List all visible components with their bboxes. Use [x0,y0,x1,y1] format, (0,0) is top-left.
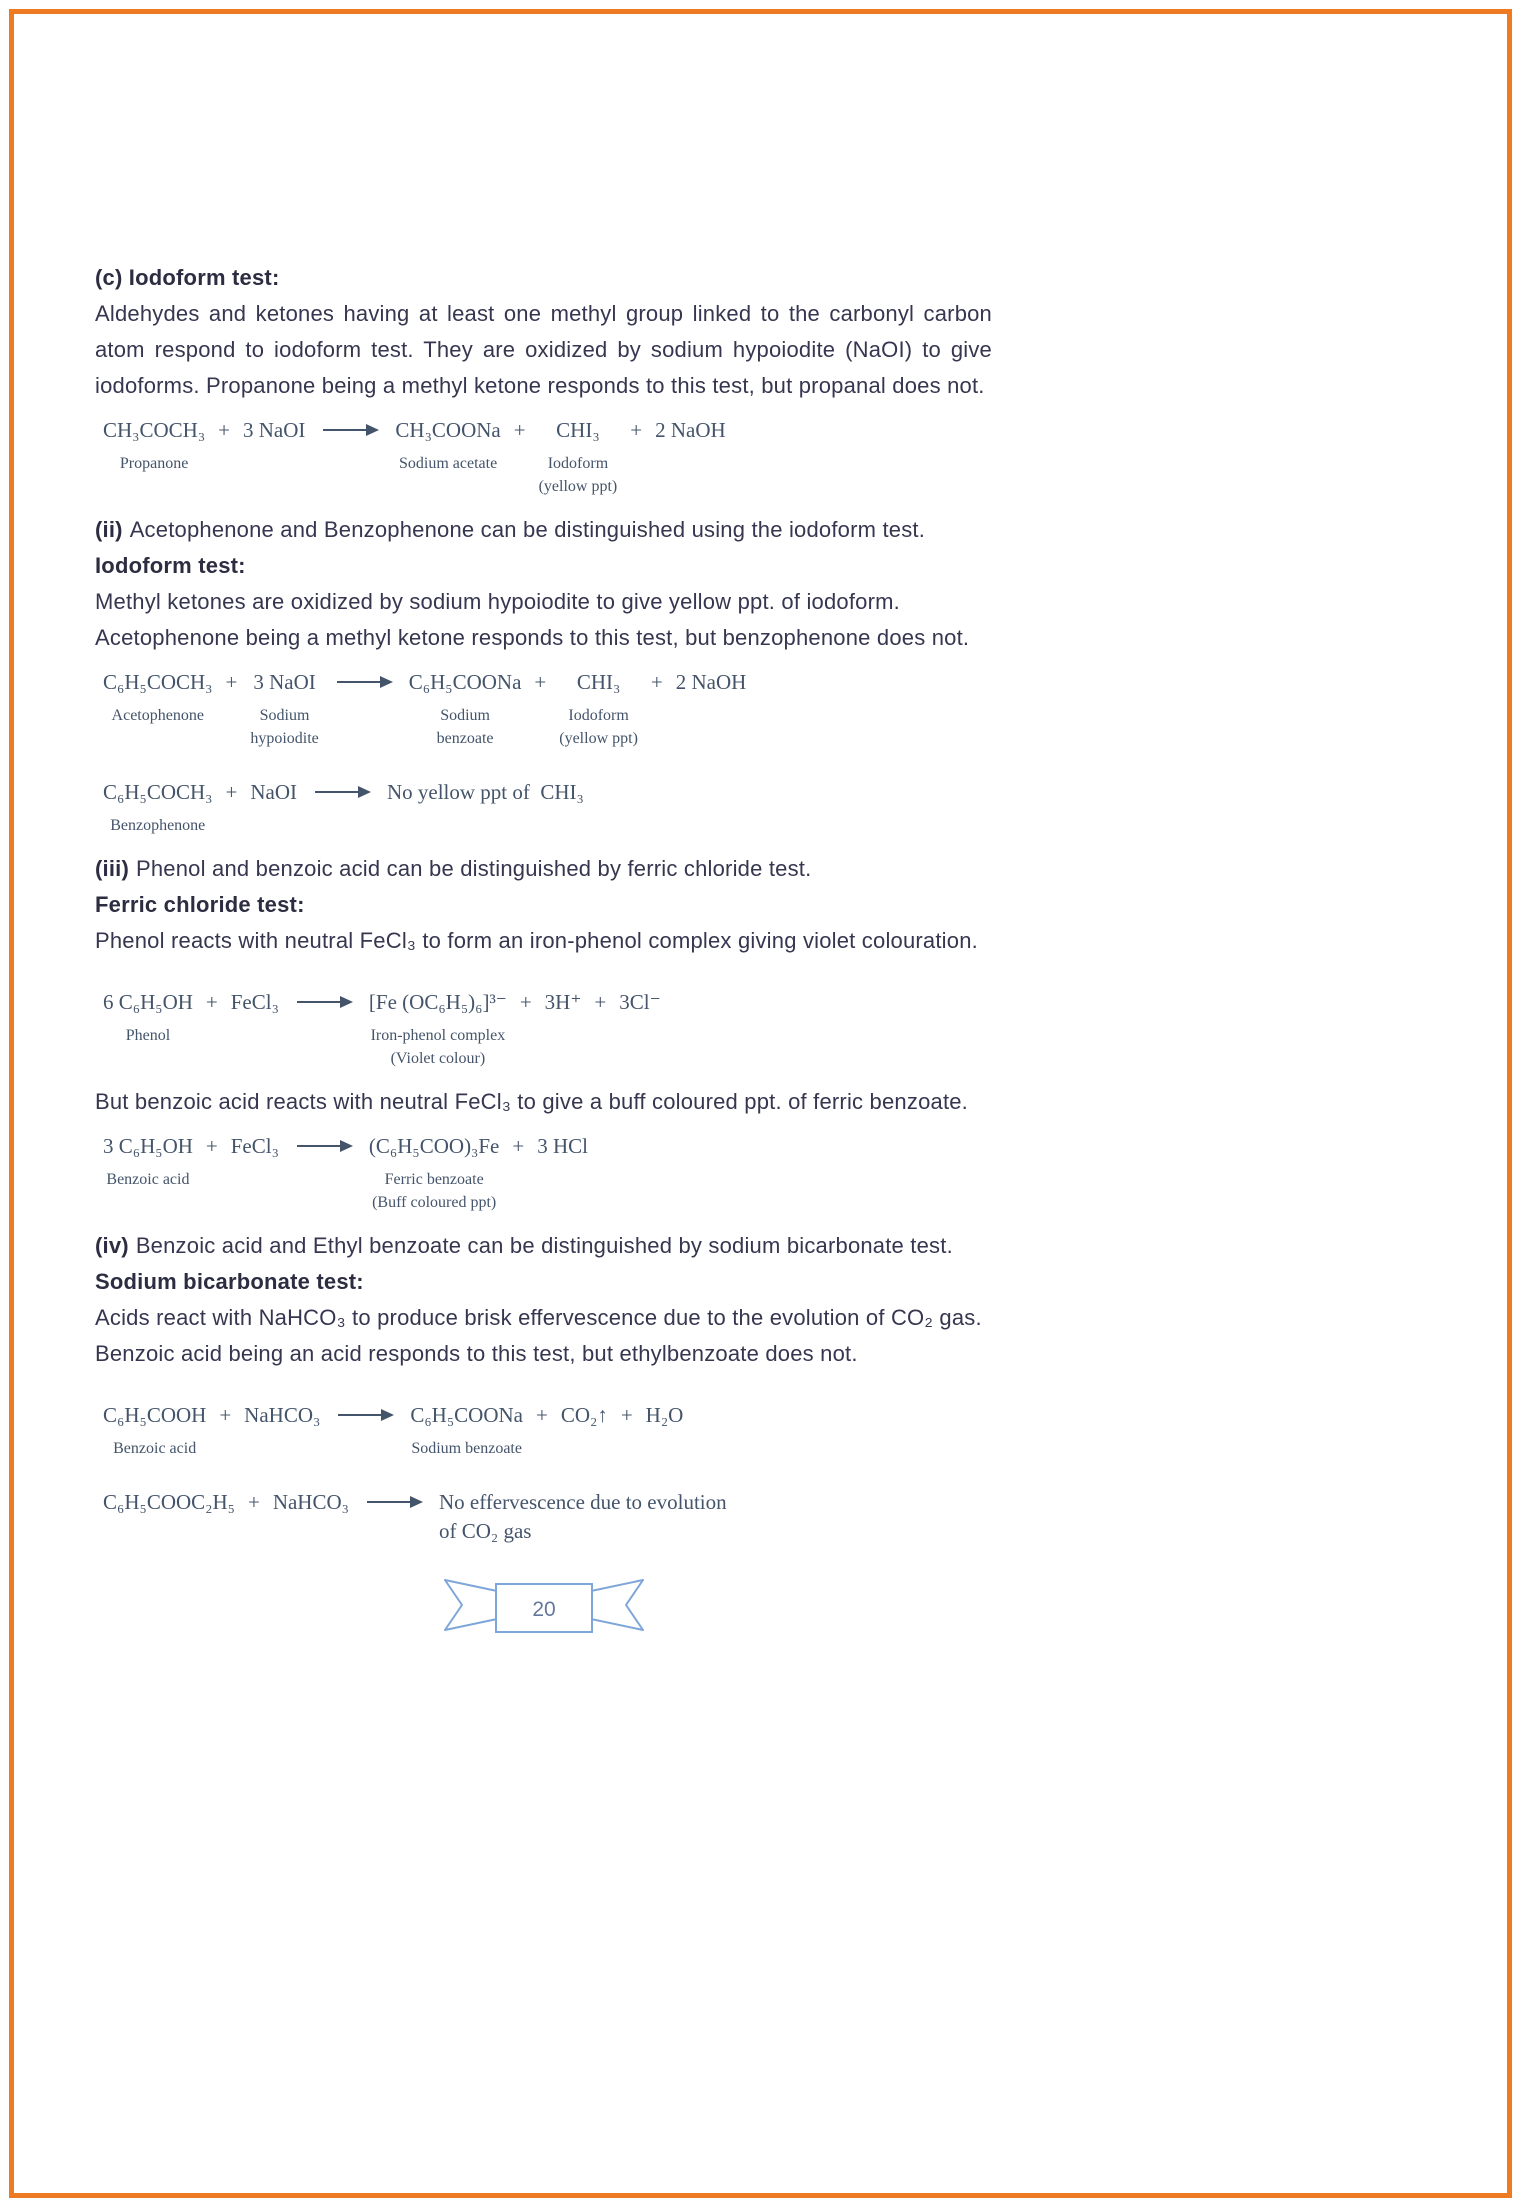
subpoint-ii-text: Acetophenone and Benzophenone can be distinguished using the iodoform test. [129,517,926,542]
equation-compound-label: Iodoform [568,707,629,724]
equation-term [206,989,218,1016]
equation-compound-label: (Violet colour) [390,1050,486,1067]
equation-formula: + [535,1403,548,1427]
equation-term [537,1133,588,1160]
equation-formula: FeCl₃ [230,990,279,1014]
equation-term [646,1402,684,1429]
equation-compound-label: Acetophenone [111,707,204,724]
equation-term [103,417,205,474]
equation-formula: + [534,670,547,694]
equation-formula: + [630,418,643,442]
equation-formula: CO₂↑ [560,1403,608,1427]
equation-term [103,989,193,1046]
equation-formula: + [519,990,532,1014]
equation-formula: + [620,1403,633,1427]
equation-benzoic-fecl3 [103,1133,992,1213]
equation-formula: C₆H₅COCH₃ [103,670,213,694]
equation-compound-label: Sodium [259,707,310,724]
right-arrow-icon [315,791,369,793]
equation-formula: + [594,990,607,1014]
equation-compound-label: Benzoic acid [106,1171,190,1188]
equation-compound-label: benzoate [436,730,494,747]
equation-formula: + [225,670,238,694]
equation-benzoic-nahco3 [103,1402,992,1459]
equation-term [225,779,237,806]
right-arrow-holder [333,1402,397,1429]
equation-term [512,1133,524,1160]
right-arrow-icon [297,1001,351,1003]
equation-formula: 3 NaOI [243,418,306,442]
equation-formula: CHI₃ [556,418,600,442]
right-arrow-holder [332,669,396,696]
reaction-arrow [292,1133,356,1160]
paragraph-acids-nahco3-1: Acids react with NaHCO₃ to produce brisk effervescence due to the evolution of CO₂ gas. [95,1305,982,1330]
equation-term [409,669,522,749]
equation-formula: NaHCO₃ [244,1403,321,1427]
equation-term [619,989,660,1016]
subpoint-iii-number: (iii) [95,856,129,881]
page-content [95,260,992,1640]
equation-compound-label: Sodium acetate [398,455,498,472]
page-number-ribbon [441,1574,647,1640]
equation-compound-label: Benzophenone [110,817,206,834]
equation-formula: (C₆H₅COO)₃Fe [368,1134,500,1158]
equation-formula: No effervescence due to evolution [438,1490,727,1514]
reaction-arrow [292,989,356,1016]
equation-term [231,989,279,1016]
heading-ferric-chloride-test: Ferric chloride test: [95,892,305,917]
reaction-arrow [318,417,382,444]
equation-formula: 2 NaOH [675,670,747,694]
subpoint-iv-number: (iv) [95,1233,129,1258]
equation-formula: + [205,1134,218,1158]
equation-formula: C₆H₅COONa [410,1403,523,1427]
equation-compound-label: (yellow ppt) [559,730,638,747]
equation-formula: NaOI [250,780,297,804]
equation-formula: + [247,1490,260,1514]
equation-term [250,669,318,749]
equation-propanone-iodoform [103,417,992,497]
equation-compound-label: hypoiodite [250,730,319,747]
right-arrow-holder [310,779,374,806]
right-arrow-icon [338,1414,392,1416]
equation-term [273,1489,349,1516]
equation-term [410,1402,523,1459]
ribbon-left-tail-icon [445,1580,497,1630]
equation-compound-label: Ferric benzoate [384,1171,484,1188]
equation-term [439,1489,727,1544]
equation-term [369,1133,499,1213]
equation-term [103,1402,206,1459]
equation-term [651,669,663,696]
equation-compound-label: Sodium benzoate [411,1440,522,1457]
equation-term [225,669,237,696]
equation-formula: C₆H₅COOC₂H₅ [103,1490,235,1514]
right-arrow-holder [318,417,382,444]
right-arrow-icon [297,1145,351,1147]
equation-compound-label: Benzoic acid [113,1440,197,1457]
equation-term [206,1133,218,1160]
equation-term [514,417,526,444]
subpoint-ii-number: (ii) [95,517,123,542]
equation-acetophenone-iodoform [103,669,992,749]
right-arrow-icon [337,681,391,683]
equation-formula: 3 HCl [537,1134,588,1158]
subpoint-iv-text: Benzoic acid and Ethyl benzoate can be distinguished by sodium bicarbonate test. [135,1233,953,1258]
right-arrow-holder [292,1133,356,1160]
equation-ethylbenzoate-nahco3 [103,1489,992,1544]
equation-term [250,779,297,806]
equation-formula: + [650,670,663,694]
equation-term [534,669,546,696]
equation-phenol-fecl3 [103,989,992,1069]
equation-term [559,669,638,749]
equation-term [243,417,305,444]
reaction-arrow [310,779,374,806]
equation-formula: + [218,418,231,442]
equation-compound-label: (yellow ppt) [538,478,618,495]
reaction-arrow [362,1489,426,1516]
equation-compound-label: Propanone [119,455,189,472]
equation-formula: [Fe (OC₆H₅)₆]³⁻ [368,990,507,1014]
equation-benzophenone-no-iodoform [103,779,992,836]
equation-formula: C₆H₅COONa [408,670,522,694]
subpoint-iii [95,851,992,887]
paragraph-iodoform-intro: Aldehydes and ketones having at least one methyl group linked to the carbonyl carbon atom respond to iodoform test. They are oxidized by sodium hypoiodite (NaOI) to give iodoforms. Propanone being a methyl ketone responds to this test, but propanal does not. [95,301,992,398]
equation-formula: 3 NaOI [253,670,316,694]
equation-term [103,779,212,836]
heading-iodoform-test: Iodoform test: [95,553,246,578]
reaction-arrow [333,1402,397,1429]
equation-formula: 3 C₆H₅OH [103,1134,193,1158]
ribbon-right-tail-icon [591,1580,643,1630]
equation-term [219,1402,231,1429]
equation-formula: + [205,990,218,1014]
paragraph-methyl-ketones-1: Methyl ketones are oxidized by sodium hypoiodite to give yellow ppt. of iodoform. [95,589,900,614]
equation-formula: CH₃COONa [395,418,501,442]
equation-formula: + [513,418,526,442]
equation-compound-label: Iodoform [547,455,609,472]
equation-term [103,1133,193,1190]
equation-term [561,1402,608,1429]
equation-term [655,417,726,444]
right-arrow-icon [323,429,377,431]
equation-formula: + [225,780,238,804]
reaction-arrow [332,669,396,696]
equation-term [103,1489,235,1516]
subpoint-ii [95,512,992,548]
equation-term [369,989,507,1069]
equation-compound-label: Iron-phenol complex [370,1027,506,1044]
equation-formula: NaHCO₃ [272,1490,349,1514]
paragraph-benzoic-fecl3: But benzoic acid reacts with neutral FeCl₃ to give a buff coloured ppt. of ferric benzoate. [95,1089,968,1114]
equation-formula: 2 NaOH [655,418,726,442]
equation-formula: CH₃COCH₃ [103,418,206,442]
equation-term [676,669,747,696]
subpoint-iv [95,1228,992,1264]
equation-formula: C₆H₅COCH₃ [103,780,213,804]
subpoint-iii-text: Phenol and benzoic acid can be distinguished by ferric chloride test. [136,856,812,881]
equation-formula: + [219,1403,232,1427]
equation-term [387,779,584,806]
equation-formula: 3H⁺ [544,990,582,1014]
right-arrow-holder [292,989,356,1016]
equation-term [545,989,582,1016]
equation-formula: No yellow ppt of CHI₃ [386,780,584,804]
paragraph-phenol-fecl3: Phenol reacts with neutral FeCl₃ to form an iron-phenol complex giving violet colouration. [95,928,978,953]
equation-term [630,417,642,444]
equation-term [539,417,618,497]
right-arrow-icon [367,1501,421,1503]
equation-term [536,1402,548,1429]
equation-formula: C₆H₅COOH [103,1403,207,1427]
equation-formula: 3Cl⁻ [619,990,661,1014]
equation-term [231,1133,279,1160]
equation-term [621,1402,633,1429]
equation-compound-label: Sodium [440,707,490,724]
equation-formula: 6 C₆H₅OH [103,990,193,1014]
right-arrow-holder [362,1489,426,1516]
page-number: 20 [531,1598,556,1621]
heading-sodium-bicarbonate-test: Sodium bicarbonate test: [95,1269,364,1294]
equation-term [244,1402,320,1429]
equation-formula: + [512,1134,525,1158]
equation-term [594,989,606,1016]
heading-iodoform-c: (c) Iodoform test: [95,265,280,290]
equation-compound-label: (Buff coloured ppt) [372,1194,497,1211]
equation-formula: CHI₃ [576,670,621,694]
equation-term [218,417,230,444]
paragraph-acids-nahco3-2: Benzoic acid being an acid responds to this test, but ethylbenzoate does not. [95,1341,858,1366]
equation-formula: FeCl₃ [230,1134,279,1158]
equation-term [248,1489,260,1516]
equation-term [395,417,500,474]
equation-formula-line2: of CO₂ gas [438,1519,532,1543]
paragraph-methyl-ketones-2: Acetophenone being a methyl ketone responds to this test, but benzophenone does not. [95,625,970,650]
equation-formula: H₂O [645,1403,684,1427]
equation-term [520,989,532,1016]
equation-term [103,669,212,726]
equation-compound-label: Phenol [125,1027,171,1044]
